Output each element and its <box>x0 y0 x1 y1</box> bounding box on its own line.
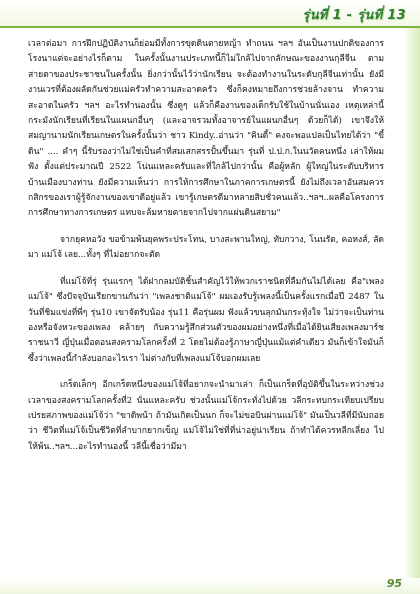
header-divider <box>0 26 420 28</box>
page-number: 95 <box>386 577 402 590</box>
paragraph-2: จากยุคหอวัง ขอข้ามพ้นยุคพระประโทน, บางสะพานใหญ่, ทับกวาง, โนนรัต, คอหงส์, ลัดมา แม่โจ้ เลย...ทั้งๆ ที่ไม่อยากจะตัด <box>28 234 384 261</box>
paragraph-4: เกร็ดเล็กๆ อีกเกร็ดหนึ่งของแม่โจ้ที่อยากจะนำมาเล่า ก็เป็นเกร็ดที่อุบัติขึ้นในระหว่างช่วงเวลาของสงครามโลกครั้งที่2 นั่นแหละครับ ช่วงนั้นแม่โจ้กระทั่งไปด้วย วลีกระทบกระเทียบเปรียบเปรยสภาพของแม่โจ้ว่า "ขาดิพน้า ถ้ามันเกิดเป็นนก ก็จะไม่ขอบินผ่านแม่โจ้" มันเป็นวลีที่มีนับถอยว่า ชีวิตที่แม่โจ้เป็นชีวิตที่ลำบากยากเข็ญ แม่โจ้ไม่ใช่ที่ที่น่าอยู่น่าเรียน ถ้าทำได้ควรหลีกเลี่ยง ไปให้พ้น..ฯลฯ...อะไรทำนองนี้ วลีนี้เชื่อว่ามีมา <box>28 380 384 452</box>
body-text <box>28 37 384 466</box>
header-title: รุ่นที่ 1 - รุ่นที่ 13 <box>302 8 406 23</box>
paragraph-3: ที่แม่โจ้ที่รุ่ รุ่นแรกๆ ได้ฝากลมบัติชิ้นสำคัญไว้ให้พวกเราชนิดที่ลืมกันไม่ได้เลย คือ"เพลงแม่โจ้" ซึ่งปัจจุบันเรียกขานกันว่า "เพลงชาติแม่โจ้" ผมเองรับรู้เพลงนี้เป็นครั้งแรกเมื่อปี 2487 ในวันที่ชิมแข่งที่พี่ๆ รุ่น10 เขาจัดรับน้อง รุ่น11 คือรุ่นผม ฟังแล้วขนลุกมันกระทุ้งใจ ไม่ว่าจะเป็นท่านองหรือจังหวะของเพลง คล้ายๆ กับความรู้สึกส่วนตัวของผมอย่างหนึ่งที่เมื่อได้ยินเสียงเพลงมาร์ชราชนาวี ญี่ปุ่นเมื่อตอนสงครามโลกครั้งที่ 2 โดยไม่ต้องรู้ภาษาญี่ปุ่นแม้แต่คำเดียว มันก็เข้าใจมันก็ซึ้งว่าเพลงนี้กำลังบอกอะไรเรา ไม่ต่างกับที่เพลงแม่โจ้บอกผมเลย <box>28 276 384 364</box>
paragraph-1: เวลาต่อมา การฝึกปฏิบัติงานก็ย่อมมีทั้งการขุดดินตายหญ้า ทำถนน ฯลฯ อันเป็นงานปกติของการโรงนาแต่จะอย่างไรก็ตาม ในครั้งนั้นงานประเภทนี้ก็ไม่ใกล้ไปจากลักษณะของงานกุลีจีน ตามสายตาของประชาชนในครั้งนั้น ยิ่งกว่านั้นไว้ว่านักเรียน จะต้องทำงานในระดับกุลีจีนเท่านั้น ยังมีงานเวรที่ต้องผลัดกันช่วยแม่ครัวทำความสะอาดครัว ซึ่งก็คงหมายถึงการช่วยล้างจาน ทำความสะอาดในครัว ฯลฯ อะไรทำนองนั้น ซึ่งดูๆ แล้วก็คืองานของเด็กรับใช้ในบ้านนั่นเอง เหตุเหล่านี้กระมังนักเรียนที่เรียนในแผนกอื่นๆ (และอาจรวมทั้งอาจารย์ในแผนกอื่นๆ ด้วยก็ได้) เขาจึงให้สมญานามนักเรียนเกษตรในครั้งนั้นว่า ชาว Kindy..อ่านว่า "คินดี้" คงจะพอแปลเป็นไทยได้ว่า "ขี้ดิน" .... คำๆ นี้รับรองว่าไม่ใช่เป็นคำที่สมเสกสรรปั้นขึ้นมา รุ่นที่ ป.ป.ก.ในนวัตคนหนึ่ง เล่าให้ผมฟัง ตั้งแต่ประมาณปี 2522 โน่นแหละครับและที่ใกล้ไปกว่านั้น คือผู้หลัก ผู้ใหญ่ในระดับบริหารบ้านเมืองบางท่าน ยังมีความเห็นว่า การให้การศึกษาในภาคการเกษตรนี้ ยังไม่ถึงเวลาอันสมควร กสิกรของเราผู้รู้จักงานของเขาดีอยู่แล้ว เขารู้เกษตรดีมาหลายสิบชั่วคนแล้ว..ฯลฯ..ผลคือโครงการการศึกษาทางการเกษตร แทบจะล้มหายตายจากไปจากแผ่นดินสยาม" <box>28 39 384 219</box>
side-decoration-bar <box>404 28 420 594</box>
footer-band <box>0 578 420 594</box>
